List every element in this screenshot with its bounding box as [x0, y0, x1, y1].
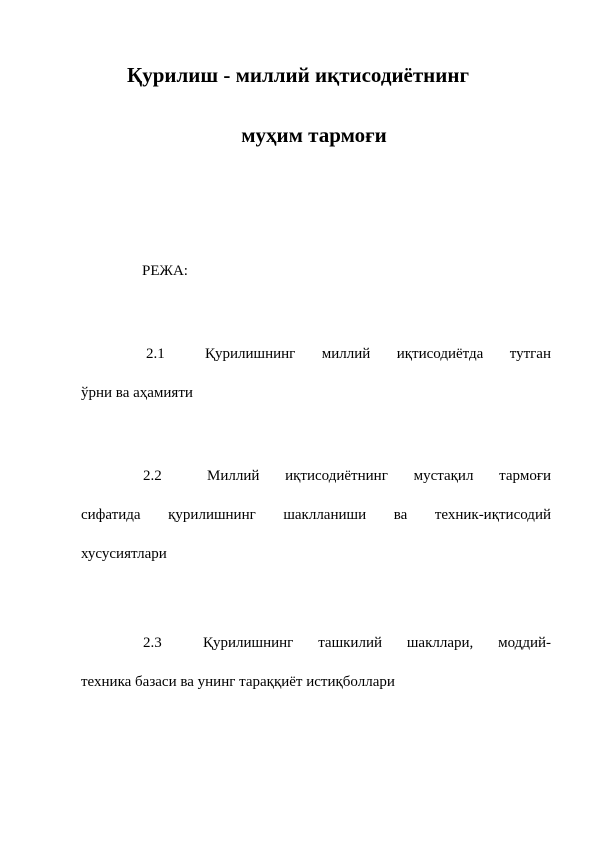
plan-item-line	[81, 633, 551, 653]
plan-item-number: 2.1	[146, 346, 165, 362]
plan-heading: РЕЖА:	[142, 263, 188, 279]
document-title-line-2: муҳим тармоғи	[241, 123, 387, 147]
plan-item-2-3	[81, 633, 551, 692]
plan-item-line: техника базаси ва унинг тараққиёт истиқболлари	[81, 674, 395, 690]
plan-item-line: хусусиятлари	[81, 546, 167, 562]
plan-item-number: 2.2	[143, 468, 162, 484]
plan-item-line: сифатида қурилишнинг шаклланиши ва техник-иқтисодий	[81, 507, 551, 523]
plan-item-2-1	[81, 344, 551, 403]
plan-item-line	[81, 344, 551, 364]
plan-item-text: Қурилишнинг миллий иқтисодиётда тутган	[205, 346, 551, 362]
plan-item-number: 2.3	[143, 635, 162, 651]
plan-item-text: Қурилишнинг ташкилий шакллари, моддий-	[203, 635, 551, 651]
plan-item-line	[81, 466, 551, 486]
document-title-line-1: Қурилиш - миллий иқтисодиётнинг	[126, 63, 470, 87]
plan-item-line: ўрни ва аҳамияти	[81, 385, 193, 401]
plan-item-2-2	[81, 466, 551, 564]
plan-item-text: Миллий иқтисодиётнинг мустақил тармоғи	[207, 468, 551, 484]
